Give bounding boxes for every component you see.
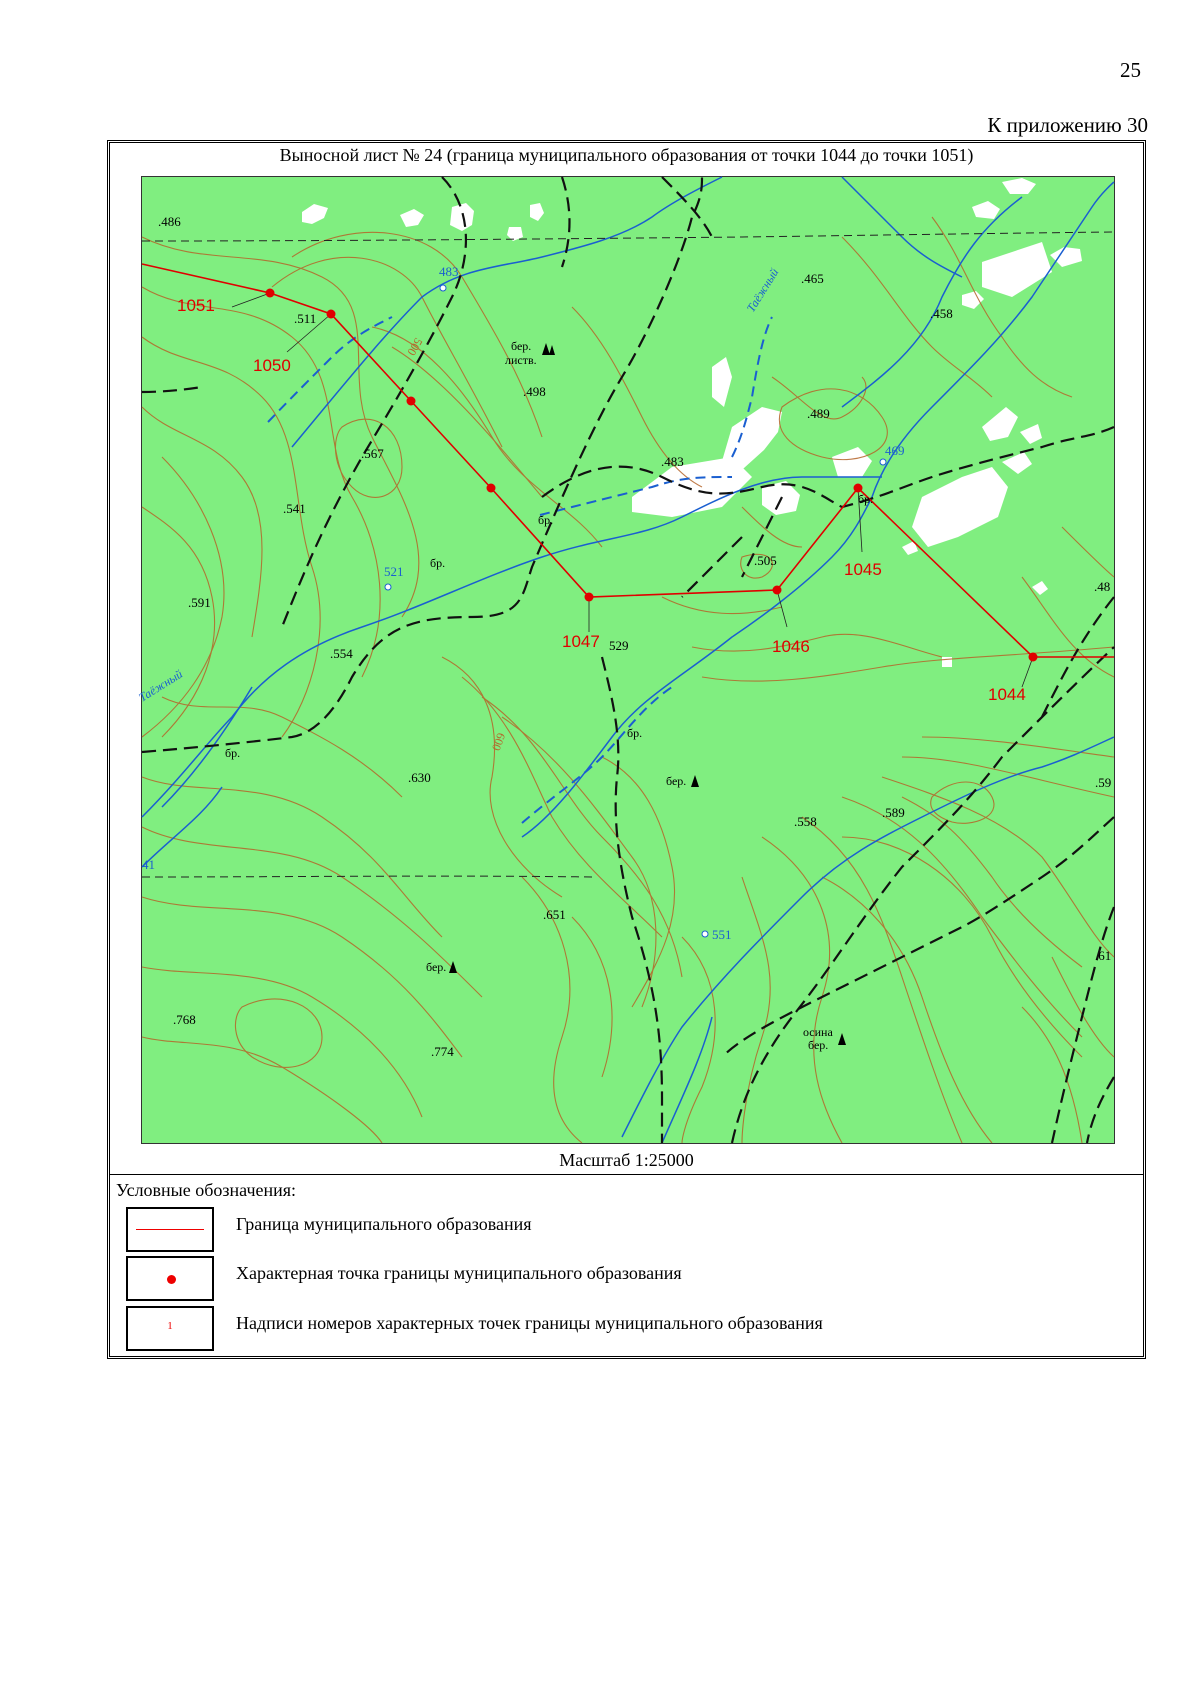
- elevation-mark: .774: [431, 1044, 454, 1059]
- page-number: 25: [1120, 58, 1141, 82]
- map-view[interactable]: [136, 176, 1115, 1144]
- water-level-mark: 41: [142, 857, 155, 872]
- vegetation-label: бр.: [627, 726, 643, 740]
- water-level-mark: 521: [384, 564, 404, 579]
- point-label-1044: 1044: [988, 685, 1026, 704]
- point-label-1047: 1047: [562, 632, 600, 651]
- boundary-line-icon: [136, 1229, 204, 1230]
- contour-label: 500: [404, 335, 426, 359]
- point-label-1051: 1051: [177, 296, 215, 315]
- land-area: [142, 177, 1114, 1143]
- boundary-point-1050[interactable]: [327, 310, 336, 319]
- map-canvas: [136, 177, 1114, 1143]
- legend-text-point-label: Надписи номеров характерных точек границы муниципального образования: [236, 1313, 823, 1333]
- elevation-mark: .59: [1095, 775, 1112, 790]
- boundary-point-intermediate[interactable]: [407, 397, 416, 406]
- legend-symbol-boundary-point: [126, 1256, 214, 1301]
- boundary-point-icon: [167, 1275, 176, 1284]
- water-level-mark: 551: [712, 927, 732, 942]
- elevation-mark: .651: [543, 907, 566, 922]
- elevation-mark: .511: [294, 311, 317, 326]
- vegetation-label: бр.: [858, 492, 874, 506]
- legend-text-boundary-point: Характерная точка границы муниципального образования: [236, 1263, 682, 1283]
- boundary-point-1044[interactable]: [1029, 653, 1038, 662]
- elevation-mark: .505: [754, 553, 777, 568]
- elevation-mark: .486: [158, 214, 181, 229]
- vegetation-label: бр.: [538, 513, 554, 527]
- boundary-point-1046[interactable]: [773, 586, 782, 595]
- elevation-mark: .567: [361, 446, 384, 461]
- vegetation-label: бр.: [225, 746, 241, 760]
- map-scale: Масштаб 1:25000: [559, 1150, 694, 1170]
- elevation-mark: .558: [794, 814, 817, 829]
- vegetation-label: бер.: [511, 339, 532, 353]
- river-name: Таёжный: [743, 265, 782, 315]
- elevation-mark: .589: [882, 805, 905, 820]
- elevation-mark: .61: [1095, 948, 1112, 963]
- water-level-mark: 483: [439, 264, 459, 279]
- river-name: Таёжный: [136, 666, 185, 705]
- elevation-mark: .489: [807, 406, 830, 421]
- contour-label: 600: [489, 730, 509, 753]
- legend-title: Условные обозначения:: [116, 1180, 297, 1200]
- vegetation-label: бер.: [426, 960, 447, 974]
- appendix-heading: К приложению 30: [987, 113, 1148, 137]
- vegetation-label: осина: [803, 1025, 833, 1039]
- legend-text-boundary-line: Граница муниципального образования: [236, 1214, 532, 1234]
- vegetation-label: листв.: [505, 353, 537, 367]
- vegetation-label: бер.: [666, 774, 687, 788]
- boundary-point-intermediate[interactable]: [487, 484, 496, 493]
- legend-symbol-boundary-line: [126, 1207, 214, 1252]
- elevation-mark: .48: [1094, 579, 1111, 594]
- elevation-mark: .458: [930, 306, 953, 321]
- legend-symbol-point-label: [126, 1306, 214, 1351]
- point-label-1046: 1046: [772, 637, 810, 656]
- point-label-1045: 1045: [844, 560, 882, 579]
- elevation-mark: .483: [661, 454, 684, 469]
- elevation-mark: .465: [801, 271, 824, 286]
- sheet-frame: [107, 140, 1146, 1359]
- point-label-sample: 1: [167, 1320, 173, 1332]
- elevation-mark: .541: [283, 501, 306, 516]
- sheet-title: Выносной лист № 24 (граница муниципального образования от точки 1044 до точки 1051): [279, 145, 974, 165]
- elevation-mark: 529: [609, 638, 629, 653]
- legend-divider: [110, 1174, 1143, 1175]
- elevation-mark: .498: [523, 384, 546, 399]
- boundary-point-1051[interactable]: [266, 289, 275, 298]
- vegetation-label: бер.: [808, 1038, 829, 1052]
- water-level-mark: 469: [885, 443, 905, 458]
- elevation-mark: .554: [330, 646, 353, 661]
- elevation-mark: .768: [173, 1012, 196, 1027]
- elevation-mark: .630: [408, 770, 431, 785]
- elevation-mark: .591: [188, 595, 211, 610]
- point-label-1050: 1050: [253, 356, 291, 375]
- vegetation-label: бр.: [430, 556, 446, 570]
- boundary-point-1047[interactable]: [585, 593, 594, 602]
